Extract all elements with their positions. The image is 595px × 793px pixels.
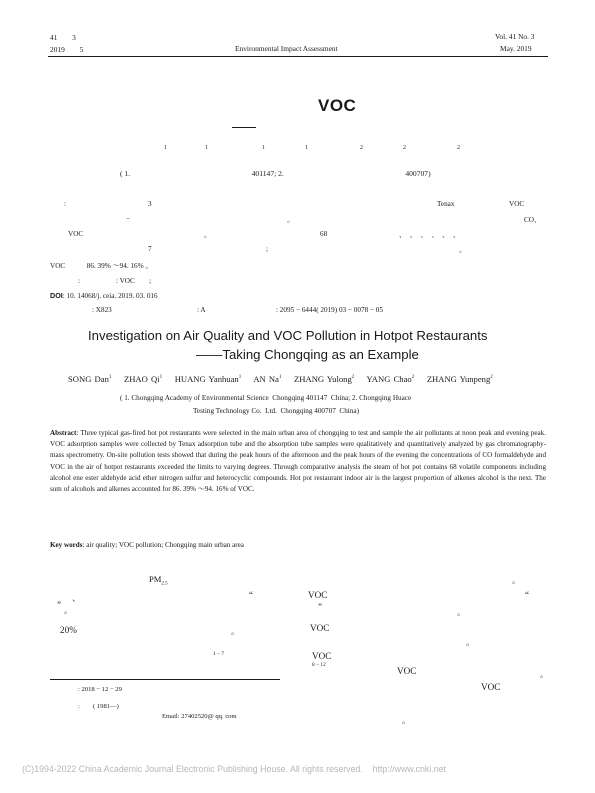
- body-voc: VOC: [308, 590, 328, 600]
- header-rule: [48, 56, 548, 57]
- cn-author-mark: 1: [305, 145, 308, 151]
- cn-abstract-68: 68: [320, 230, 328, 238]
- document-code: : A: [197, 306, 206, 314]
- cn-abstract-voc: VOC: [68, 230, 84, 238]
- body-period: 。: [457, 607, 466, 617]
- en-abstract-text: : Three typical gas-fired hot pot restaurants were selected in the main urban area of chongqing to test and sample the air pollutants at noon peak and evening peak. VOC adsorption samples were collected by Tenax adsorption tube and the absorption tube samples were qualitatively and quantitatively analyzed by gas chromatography-mass spectrometry. On-site pollution tests showed that during the peak hours of the afternoon and the peak hours of the evening the concentrations of CO formaldehyde and VOC in the air of hotpot restaurants exceeded the limits to varying degrees. Through comparative analysis the steam of hot pot contains 68 volatile components including alcohol ene ester aldehyde acid ether nitrogen sulfur and heterocyclic compounds. Hot pot restaurant indoor air is the largest proportion of alkenes alcohol is the next. The sum of alcohols and alkenes accounted for 86. 39% ～94. 16% of VOC.: [50, 429, 546, 494]
- body-percent: 20%: [60, 625, 77, 635]
- classification-number: : X823: [92, 306, 112, 314]
- body-voc: VOC: [481, 682, 501, 692]
- body-quote-close: ”: [318, 602, 322, 612]
- cn-abstract-period: 。: [459, 246, 467, 254]
- cn-abstract-tenax: Tenax: [437, 200, 455, 208]
- body-ref-8-12: 8 − 12: [312, 662, 326, 668]
- en-affiliation-line-2: Testing Technology Co. Ltd. Chongqing 400707 China): [193, 407, 359, 415]
- cn-abstract-period: 。: [204, 231, 212, 239]
- author: AN Na$^1$: [253, 374, 282, 384]
- body-voc: VOC: [312, 651, 332, 661]
- cn-author-mark: 1: [205, 145, 208, 151]
- cn-abstract-period: 。: [287, 216, 295, 224]
- cn-abstract-commas: 、 、 、 、 、 、: [399, 231, 461, 239]
- cn-author-mark: 2: [403, 145, 406, 151]
- doi-value: : 10. 14068/j. ceia. 2019. 03. 016: [62, 292, 158, 300]
- body-quote-open: “: [525, 590, 529, 600]
- copyright-notice: (C)1994-2022 China Academic Journal Electronic Publishing House. All rights reserved. http://www.cnki.net: [22, 764, 446, 774]
- cn-title: VOC: [318, 96, 357, 115]
- en-abstract-label: Abstract: [50, 429, 77, 437]
- cn-abstract-dash: −: [126, 215, 131, 223]
- body-voc: VOC: [310, 623, 330, 633]
- en-affiliation-line-1: ( 1. Chongqing Academy of Environmental Science Chongqing 401147 China; 2. Chongqing Huace: [120, 394, 412, 402]
- doi-label: DOI: [50, 291, 63, 300]
- en-abstract: [50, 428, 546, 495]
- footnote-author: : ( 1981—): [78, 703, 119, 710]
- cn-author-mark: 2: [360, 145, 363, 151]
- cn-author-mark: 1: [164, 145, 167, 151]
- footnote-received: : 2018 − 12 − 29: [78, 686, 122, 693]
- en-title-line-2: ——Taking Chongqing as an Example: [196, 347, 419, 362]
- cn-abstract-colon: :: [64, 200, 66, 208]
- en-keywords-label: Key words: [50, 541, 83, 549]
- cn-abstract-seven: 7: [148, 245, 152, 253]
- body-period: 。: [540, 669, 549, 679]
- body-quote-close: ”: [57, 600, 61, 610]
- cn-abstract-semicolon: ;: [266, 245, 268, 253]
- en-keywords: [50, 541, 244, 549]
- cn-abstract-result: VOC 86. 39% ～94. 16% 。: [50, 262, 153, 270]
- en-keywords-text: : air quality; VOC pollution; Chongqing main urban area: [82, 541, 244, 549]
- header-month-year-en: May. 2019: [500, 44, 532, 53]
- footnote-rule: [50, 679, 280, 680]
- author: YANG Chao$^2$: [366, 374, 415, 384]
- cn-keywords: : : VOC ;: [78, 277, 152, 285]
- cn-abstract-co: CO、: [524, 216, 542, 224]
- body-voc: VOC: [397, 666, 417, 676]
- author: SONG Dan$^1$: [68, 374, 112, 384]
- body-pm: $PM_{2.5}$: [149, 574, 168, 587]
- footnote-email: Email: 27402520@ qq. com: [162, 713, 237, 720]
- body-comma: 、: [72, 593, 81, 603]
- cn-abstract-three: 3: [148, 200, 152, 208]
- body-period: 。: [466, 637, 475, 647]
- article-id: : 2095 − 6444( 2019) 03 − 0078 − 05: [276, 306, 383, 314]
- body-period: 。: [231, 626, 240, 636]
- body-period: 。: [512, 575, 521, 585]
- header-vol-no-cn: 41 3: [50, 33, 76, 42]
- en-authors: [68, 374, 493, 384]
- body-ref-1-7: 1 − 7: [213, 651, 225, 657]
- cn-author-mark: 1: [262, 145, 265, 151]
- body-period: 。: [64, 605, 73, 615]
- author: ZHANG Yunpeng$^2$: [426, 374, 493, 384]
- doi-line: [50, 291, 158, 300]
- body-period: 。: [402, 715, 411, 725]
- header-year-month-cn: 2019 5: [50, 45, 84, 54]
- author: ZHANG Yulong$^2$: [294, 374, 355, 384]
- author: HUANG Yanhuan$^1$: [174, 374, 242, 384]
- cn-affiliation: ( 1. 401147; 2. 400707): [120, 169, 431, 178]
- header-vol-no-en: Vol. 41 No. 3: [495, 32, 535, 41]
- cn-author-dash: [232, 127, 256, 128]
- author: ZHAO Qi$^1$: [123, 374, 163, 384]
- en-title-line-1: Investigation on Air Quality and VOC Pollution in Hotpot Restaurants: [88, 328, 488, 343]
- cn-author-mark: 2: [457, 145, 460, 151]
- header-journal-name: Environmental Impact Assessment: [235, 44, 338, 53]
- cn-abstract-voc: VOC: [509, 200, 525, 208]
- body-quote-open: “: [249, 590, 253, 600]
